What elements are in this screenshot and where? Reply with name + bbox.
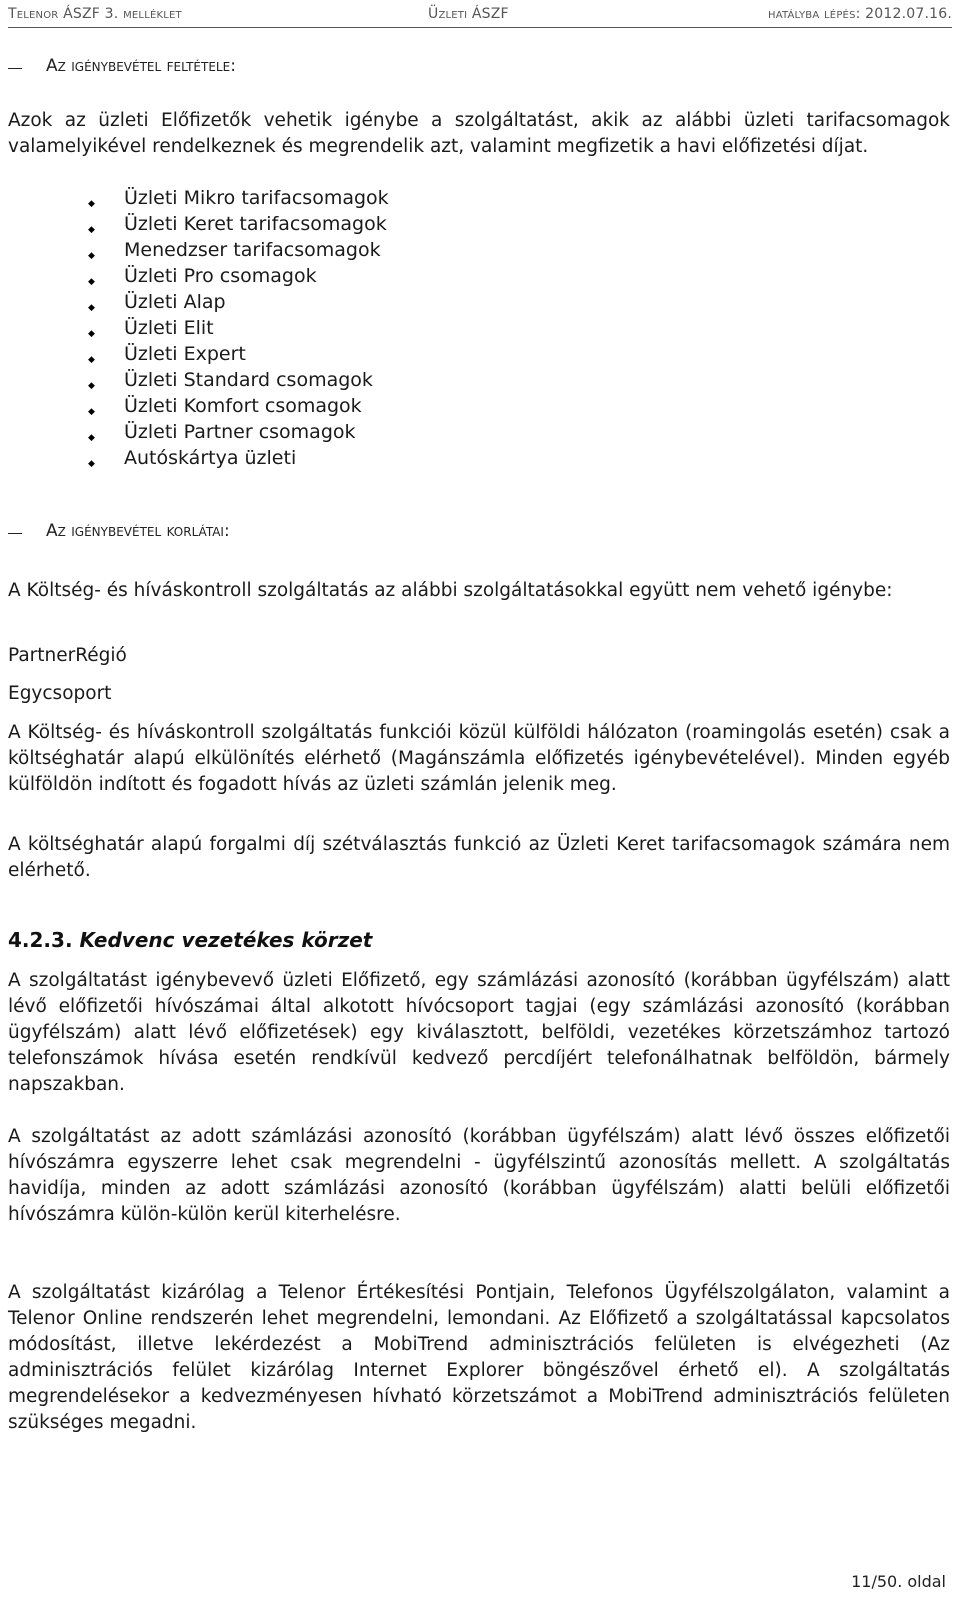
favorite-zone-paragraph-3: A szolgáltatást kizárólag a Telenor Értékesítési Pontjain, Telefonos Ügyfélszolgálaton, valamint a Telenor Online rendszerén lehet megrendelni, lemondani. Az Előfizető a szolgáltatással kapcsolatos módosítást, illetve lekérdezést a MobiTrend adminisztrációs felületen is elvégezheti (Az adminisztrációs felület kizárólag Internet Explorer böngészővel érhető el). A szolgáltatás megrendelésekor a kedvezményesen hívható körzetszámot a MobiTrend adminisztrációs felületen szükséges megadni. <box>8 1282 950 1433</box>
list-item: ◆ Menedzser tarifacsomagok <box>88 237 389 263</box>
header-center: Üzleti ÁSZF <box>428 6 509 22</box>
section-title-text: Az igénybevétel feltétele: <box>46 56 236 76</box>
header-left: Telenor ÁSZF 3. melléklet <box>8 6 182 22</box>
page-number: 11/50. oldal <box>851 1572 946 1591</box>
page-header <box>8 6 952 28</box>
bullet-icon: ◆ <box>88 329 95 339</box>
favorite-zone-paragraph-2: A szolgáltatást az adott számlázási azonosító (korábban ügyfélszám) alatt lévő összes előfizetői hívószámra egyszerre lehet csak megrendelni - ügyfélszintű azonosítás mellett. A szolgáltatás havidíja, minden az adott számlázási azonosító (korábban ügyfélszám) alatti belüli előfizetői hívószámra külön-külön kerül kiterhelésre. <box>8 1126 950 1225</box>
dash-marker <box>8 533 22 534</box>
bullet-icon: ◆ <box>88 303 95 313</box>
section-title-limitations <box>8 521 230 541</box>
bullet-icon: ◆ <box>88 277 95 287</box>
subsection-title: Kedvenc vezetékes körzet <box>79 928 373 952</box>
bullet-icon: ◆ <box>88 459 95 469</box>
bullet-icon: ◆ <box>88 225 95 235</box>
list-item: ◆ Üzleti Pro csomagok <box>88 263 389 289</box>
list-item: ◆ Üzleti Elit <box>88 315 389 341</box>
subsection-heading <box>8 928 372 952</box>
section-title-text: Az igénybevétel korlátai: <box>46 521 230 541</box>
subsection-number: 4.2.3. <box>8 928 73 952</box>
list-item: ◆ Üzleti Mikro tarifacsomagok <box>88 185 389 211</box>
bullet-icon: ◆ <box>88 355 95 365</box>
limitations-paragraph: A Költség- és híváskontroll szolgáltatás az alábbi szolgáltatásokkal együtt nem vehető igénybe: <box>8 580 893 601</box>
favorite-zone-paragraph-1: A szolgáltatást igénybevevő üzleti Előfizető, egy számlázási azonosító (korábban ügyfélszám) alatt lévő előfizetői hívószámai által alkotott hívócsoport tagjai (egy számlázási azonosító (korábban ügyfélszám) alatt lévő előfizetések) egy kiválasztott, belföldi, vezetékes körzetszámhoz tartozó telefonszámok hívása esetén rendkívül kedvező percdíjért telefonálhatnak belföldön, bármely napszakban. <box>8 970 950 1095</box>
section-title-conditions <box>8 56 236 76</box>
header-right: hatályba lépés: 2012.07.16. <box>767 6 952 22</box>
excluded-service-partnerregio: PartnerRégió <box>8 645 127 666</box>
bullet-icon: ◆ <box>88 433 95 443</box>
bullet-icon: ◆ <box>88 251 95 261</box>
excluded-service-egycsoport: Egycsoport <box>8 683 112 704</box>
dash-marker <box>8 68 22 69</box>
list-item: ◆ Üzleti Keret tarifacsomagok <box>88 211 389 237</box>
conditions-paragraph: Azok az üzleti Előfizetők vehetik igénybe a szolgáltatást, akik az alábbi üzleti tarifacsomagok valamelyikével rendelkeznek és megrendelik azt, valamint megfizetik a havi előfizetési díjat. <box>8 110 950 157</box>
list-item: ◆ Üzleti Alap <box>88 289 389 315</box>
list-item: ◆ Üzleti Komfort csomagok <box>88 393 389 419</box>
cost-limit-paragraph: A költséghatár alapú forgalmi díj szétválasztás funkció az Üzleti Keret tarifacsomagok számára nem elérhető. <box>8 834 950 881</box>
roaming-paragraph: A Költség- és híváskontroll szolgáltatás funkciói közül külföldi hálózaton (roamingolás esetén) csak a költséghatár alapú elkülönítés elérhető (Magánszámla előfizetés igénybevételével). Minden egyéb külföldön indított és fogadott hívás az üzleti számlán jelenik meg. <box>8 722 950 795</box>
bullet-icon: ◆ <box>88 381 95 391</box>
tariff-package-list <box>88 185 389 471</box>
list-item: ◆ Üzleti Expert <box>88 341 389 367</box>
list-item: ◆ Üzleti Partner csomagok <box>88 419 389 445</box>
header-divider <box>8 27 952 28</box>
list-item: ◆ Üzleti Standard csomagok <box>88 367 389 393</box>
bullet-icon: ◆ <box>88 407 95 417</box>
bullet-icon: ◆ <box>88 199 95 209</box>
list-item: ◆ Autóskártya üzleti <box>88 445 389 471</box>
